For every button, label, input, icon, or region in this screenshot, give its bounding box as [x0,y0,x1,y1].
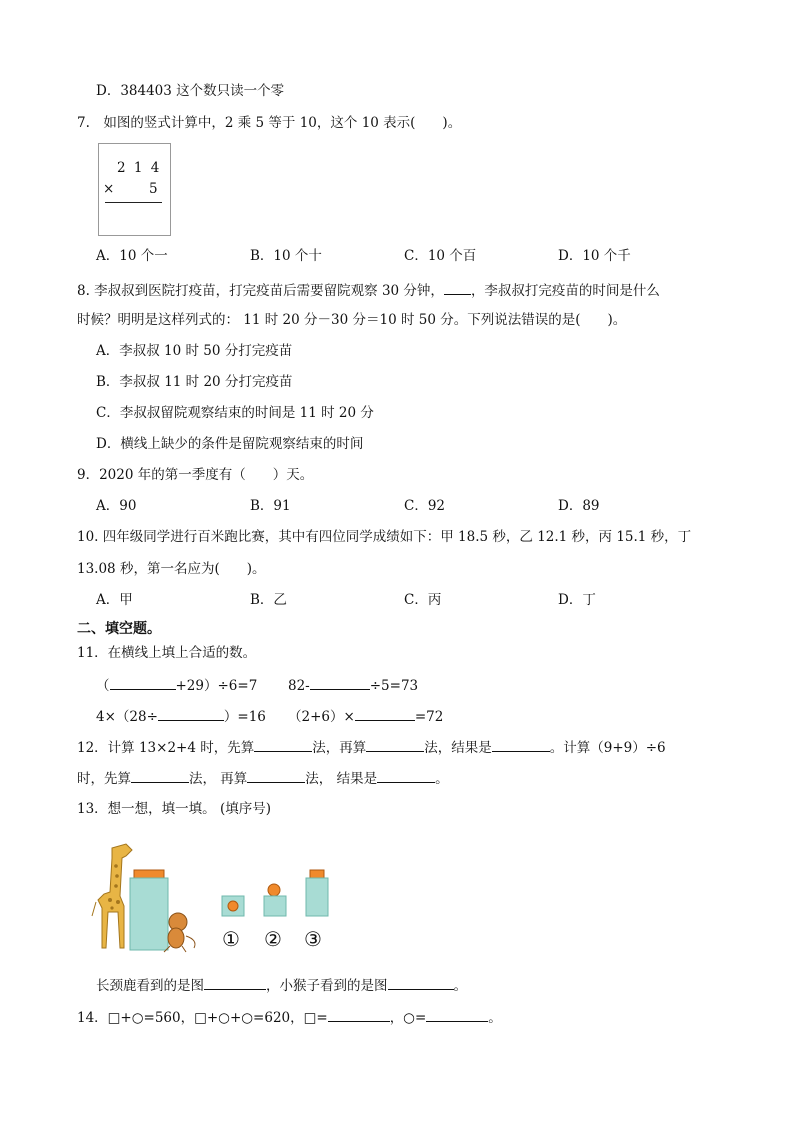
q14-text-a: 14．□+○=560，□+○+○=620，□= [77,1010,328,1026]
q10-option-d: D．丁 [558,592,596,608]
q11-blank-1 [110,675,176,690]
q7-option-d: D．10 个千 [558,248,631,264]
q11-blank-3 [158,706,224,721]
q11-e3-left: 4×（28÷ [96,709,158,725]
q11-equation-2 [288,675,418,695]
q11-e3-right: ）=16 [223,709,266,725]
calc-multiplicand: 2 1 4 [117,160,162,176]
q14-line [77,1007,502,1027]
q11-equation-1 [96,675,257,695]
q14-blank-2 [426,1007,488,1022]
q8-blank [444,280,471,295]
q9-option-c: C．92 [404,498,446,514]
q11-e1-right: +29）÷6=7 [175,678,258,694]
q8-line2: 时候？明明是这样列式的： 11 时 20 分－30 分＝10 时 50 分。下列说法错误的是( )。 [77,312,627,328]
big-box-with-ball [130,870,168,950]
q12-blank-6 [377,768,435,783]
q12-l1-d: 。计算（9+9）÷6 [549,740,666,756]
q11-e4-right: =72 [414,709,444,725]
q7-option-b: B．10 个十 [250,248,322,264]
calc-multiplier: 5 [149,181,158,197]
q12-l1-b: 法，再算 [312,740,367,756]
q14-text-c: 。 [488,1010,502,1026]
q12-l2-a: 时，先算 [77,771,131,787]
q7-option-c: C．10 个百 [404,248,477,264]
monkey-illustration [164,913,195,952]
q13-answer-line [96,975,467,995]
q12-l2-c: 法， 结果是 [305,771,378,787]
q12-blank-3 [492,737,550,752]
view-2-shape [264,884,286,916]
q11-stem: 11．在横线上填上合适的数。 [77,645,257,661]
q12-line2 [77,768,449,788]
q12-line1 [77,737,666,757]
q8-option-b: B．李叔叔 11 时 20 分打完疫苗 [96,374,293,390]
label-1: ① [222,927,240,951]
q11-blank-2 [310,675,370,690]
q10-option-a: A．甲 [96,592,133,608]
label-3: ③ [304,927,322,951]
q10-line1: 10. 四年级同学进行百米跑比赛，其中有四位同学成绩如下：甲 18.5 秒，乙 12.1 秒，丙 15.1 秒，丁 [77,529,692,545]
q13-answer-b: ，小猴子看到的是图 [266,978,388,994]
q13-stem: 13．想一想，填一填。 (填序号) [77,801,272,817]
q7-option-a: A．10 个一 [96,248,168,264]
q8-option-c: C．李叔叔留院观察结束的时间是 11 时 20 分 [96,405,374,421]
q13-blank-1 [204,975,266,990]
giraffe-illustration [92,844,132,948]
calc-times-sign: × [103,181,115,197]
q7-stem: 7. 如图的竖式计算中，2 乘 5 等于 10，这个 10 表示( )。 [77,115,462,131]
q9-stem: 9．2020 年的第一季度有（ ）天。 [77,467,314,483]
q11-equation-4 [288,706,443,726]
q12-blank-5 [247,768,305,783]
q6-option-d: D．384403 这个数只读一个零 [96,83,285,99]
view-1-shape [222,896,244,916]
q8-text-a: 8. 李叔叔到医院打疫苗，打完疫苗后需要留院观察 30 分钟， [77,283,444,299]
q10-option-c: C．丙 [404,592,442,608]
vertical-calculation [98,143,171,236]
q10-option-b: B．乙 [250,592,287,608]
q13-answer-c: 。 [453,978,467,994]
calc-line [105,202,162,203]
q12-l1-a: 12．计算 13×2+4 时，先算 [77,740,255,756]
q11-e1-left: （ [96,678,110,694]
q9-option-a: A．90 [96,498,137,514]
q12-l1-c: 法，结果是 [424,740,492,756]
q10-line2: 13.08 秒，第一名应为( )。 [77,561,266,577]
q9-option-b: B．91 [250,498,291,514]
q11-e4-left: （2+6）× [288,709,355,725]
q12-l2-b: 法， 再算 [189,771,248,787]
q13-figure [90,836,340,960]
q13-blank-2 [388,975,454,990]
q13-answer-a: 长颈鹿看到的是图 [96,978,204,994]
q11-e2-left: 82- [288,678,310,694]
q11-e2-right: ÷5=73 [369,678,419,694]
q8-line1 [77,280,660,300]
q12-blank-4 [131,768,189,783]
q9-option-d: D．89 [558,498,600,514]
q8-option-d: D．横线上缺少的条件是留院观察结束的时间 [96,436,364,452]
section-heading: 二、填空题。 [77,621,161,637]
q8-option-a: A．李叔叔 10 时 50 分打完疫苗 [96,343,293,359]
q14-blank-1 [328,1007,390,1022]
q14-text-b: ，○= [389,1010,427,1026]
q11-blank-4 [355,706,415,721]
q12-blank-2 [366,737,424,752]
q12-blank-1 [254,737,312,752]
q11-equation-3 [96,706,266,726]
view-3-shape [306,870,328,916]
q12-l2-d: 。 [435,771,449,787]
q8-text-b: ，李叔叔打完疫苗的时间是什么 [470,283,660,299]
label-2: ② [264,927,282,951]
